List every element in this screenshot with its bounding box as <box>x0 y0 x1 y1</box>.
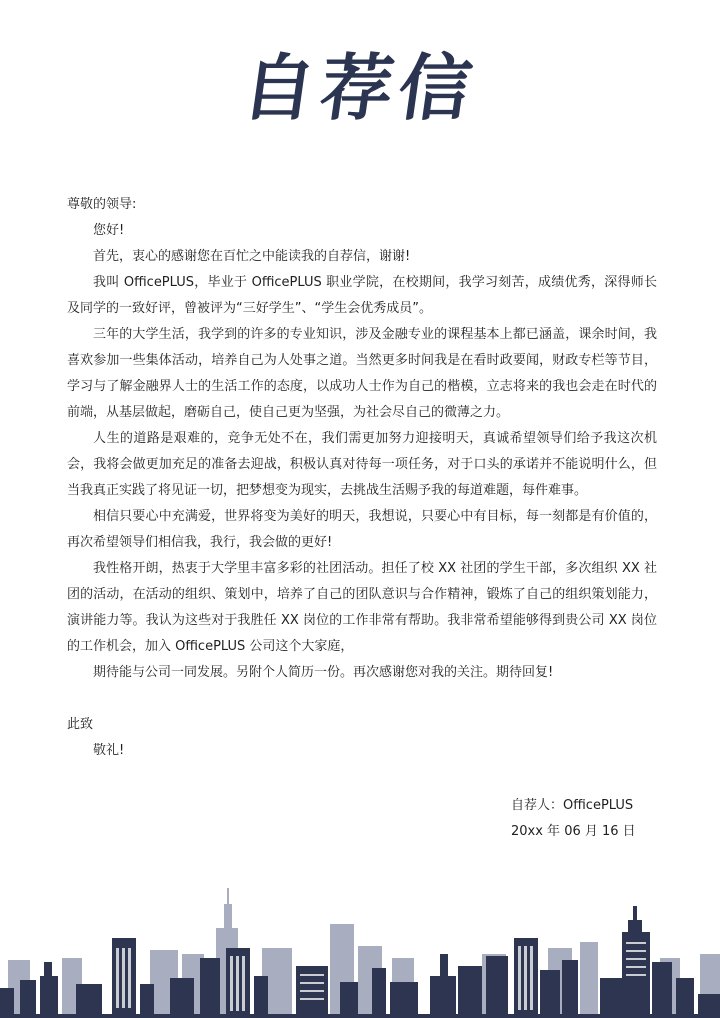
page-title: 自荐信 <box>237 45 484 130</box>
signature-block <box>511 793 636 845</box>
letter-paragraph: 三年的大学生活，我学到的许多的专业知识，涉及金融专业的课程基本上都已涵盖，课余时间，我喜欢参加一些集体活动，培养自己为人处事之道。当然更多时间我是在看时政要闻，财政专栏等节目，学习与了解金融界人士的生活工作的态度，以成功人士作为自己的楷模，立志将来的我也会走在时代的前端，从基层做起，磨砺自己，使自己更为坚强，为社会尽自己的微薄之力。 <box>67 327 657 420</box>
greeting: 您好! <box>93 223 125 238</box>
ground-line <box>0 1014 720 1018</box>
letter-paragraph: 人生的道路是艰难的，竞争无处不在，我们需更加努力迎接明天，真诚希望领导们给予我这次机会，我将会做更加充足的准备去迎战，积极认真对待每一项任务，对于口头的承诺并不能说明什么，但当我真正实践了将见证一切，把梦想变为现实，去挑战生活赐予我的每道难题，每件难事。 <box>67 431 657 498</box>
salutation: 尊敬的领导: <box>67 197 137 212</box>
letter-paragraph: 首先，衷心的感谢您在百忙之中能读我的自荐信，谢谢! <box>93 249 411 264</box>
letter-paragraph: 期待能与公司一同发展。另附个人简历一份。再次感谢您对我的关注。期待回复! <box>93 665 554 680</box>
spacer <box>67 686 657 712</box>
regards: 敬礼! <box>93 743 125 758</box>
letter-paragraph: 我性格开朗，热衷于大学里丰富多彩的社团活动。担任了校 XX 社团的学生干部，多次组织 XX 社团的活动，在活动的组织、策划中，培养了自己的团队意识与合作精神，锻炼了自己的组织策划能力，演讲能力等。我认为这些对于我胜任 XX 岗位的工作非常有帮助。我非常希望能够得到贵公司 XX 岗位的工作机会，加入 OfficePLUS 公司这个大家庭， <box>67 561 657 654</box>
letter-date: 20xx 年 06 月 16 日 <box>511 824 636 839</box>
sender-name: 自荐人：OfficePLUS <box>511 798 634 813</box>
city-skyline-illustration <box>0 858 720 1018</box>
letter-body <box>67 192 657 764</box>
letter-paragraph: 我叫 OfficePLUS，毕业于 OfficePLUS 职业学院，在校期间，我学习刻苦，成绩优秀，深得师长及同学的一致好评，曾被评为“三好学生”、“学生会优秀成员”。 <box>67 275 657 316</box>
closing: 此致 <box>67 717 94 732</box>
letter-paragraph: 相信只要心中充满爱，世界将变为美好的明天，我想说，只要心中有目标，每一刻都是有价值的，再次希望领导们相信我，我行，我会做的更好! <box>67 509 657 550</box>
